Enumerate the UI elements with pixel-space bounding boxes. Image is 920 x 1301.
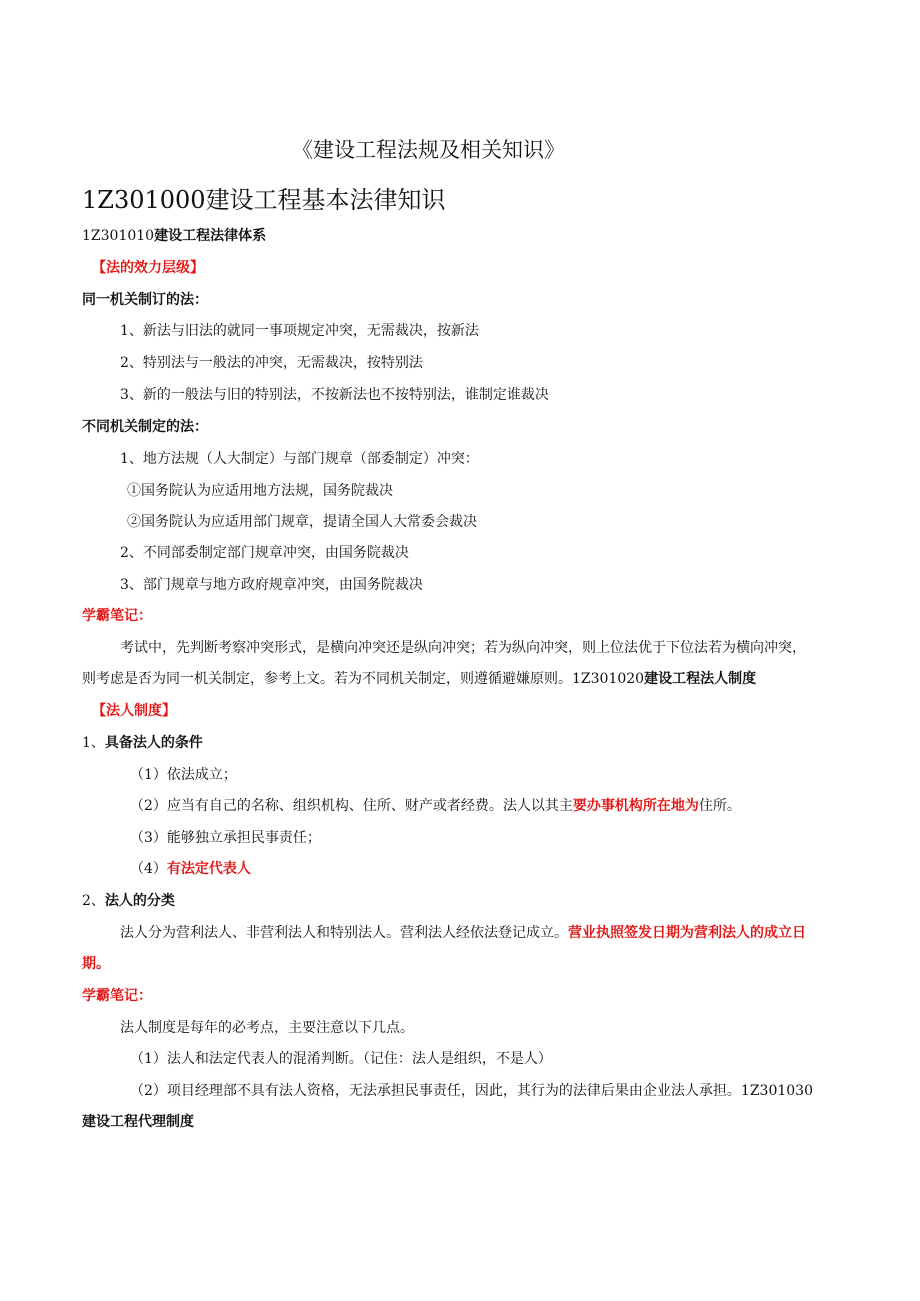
section-title: 建设工程法人制度 <box>644 671 757 687</box>
conditions-heading <box>82 733 203 753</box>
note-paragraph-line <box>82 669 756 689</box>
list-item: ①国务院认为应适用地方法规，国务院裁决 <box>127 483 393 499</box>
note-paragraph-text: 则考虑是否为同一机关制定，参考上文。若为不同机关制定，则遵循避嫌原则。 <box>82 671 572 687</box>
item-text: （2）项目经理部不具有法人资格，无法承担民事责任，因此，其行为的法律后果由企业法人承担。 <box>130 1083 741 1099</box>
note-paragraph-line: 法人制度是每年的必考点，主要注意以下几点。 <box>120 1020 414 1036</box>
chapter-heading: 1Z301000建设工程基本法律知识 <box>82 186 446 214</box>
heading-text: 法人的分类 <box>104 893 175 909</box>
list-item: （1）法人和法定代表人的混淆判断。（记住：法人是组织，不是人） <box>130 1051 552 1067</box>
list-item: （3）能够独立承担民事责任； <box>130 830 321 846</box>
section-heading-1010 <box>82 226 266 246</box>
section-code: 1Z301020 <box>572 671 645 687</box>
heading-text: 具备法人的条件 <box>104 735 203 751</box>
class-heading <box>82 891 175 911</box>
heading-number: 2、 <box>82 893 105 909</box>
highlighted-text: 要办事机构所在地为 <box>572 798 699 814</box>
same-organ-heading: 同一机关制订的法： <box>82 292 208 308</box>
note-label: 学霸笔记： <box>82 988 152 1004</box>
item-text: 住所。 <box>698 798 741 814</box>
list-item <box>130 859 251 879</box>
note-paragraph-line: 考试中，先判断考察冲突形式，是横向冲突还是纵向冲突；若为纵向冲突，则上位法优于下位法若为横向冲突， <box>120 640 806 656</box>
tag-effect-level: 【法的效力层级】 <box>92 260 204 276</box>
section-code: 1Z301010 <box>82 228 155 244</box>
list-item: 2、特别法与一般法的冲突，无需裁决，按特别法 <box>120 355 423 371</box>
list-item: 2、不同部委制定部门规章冲突，由国务院裁决 <box>120 545 409 561</box>
section-title: 建设工程代理制度 <box>82 1114 194 1130</box>
paragraph-text: 法人分为营利法人、非营利法人和特别法人。营利法人经依法登记成立。 <box>120 925 568 941</box>
item-text: （2）应当有自己的名称、组织机构、住所、财产或者经费。法人以其主 <box>130 798 573 814</box>
tag-legal-person: 【法人制度】 <box>92 703 176 719</box>
highlighted-text: 有法定代表人 <box>166 861 251 877</box>
highlighted-text: 期。 <box>82 956 110 972</box>
list-item: 3、新的一般法与旧的特别法，不按新法也不按特别法，谁制定谁裁决 <box>120 387 549 403</box>
section-title: 建设工程法律体系 <box>154 228 267 244</box>
list-item: ②国务院认为应适用部门规章，提请全国人大常委会裁决 <box>127 514 477 530</box>
list-item: 1、新法与旧法的就同一事项规定冲突，无需裁决，按新法 <box>120 323 479 339</box>
section-code: 1Z301030 <box>740 1083 813 1099</box>
item-text: （4） <box>130 861 167 877</box>
document-title: 《建设工程法规及相关知识》 <box>292 138 565 162</box>
list-item: 1、地方法规（人大制定）与部门规章（部委制定）冲突： <box>120 451 479 467</box>
list-item: （1）依法成立； <box>130 767 237 783</box>
note-label: 学霸笔记： <box>82 608 152 624</box>
diff-organ-heading: 不同机关制定的法： <box>82 419 208 435</box>
paragraph-line <box>120 923 806 943</box>
heading-number: 1、 <box>82 735 105 751</box>
list-item <box>130 1081 813 1101</box>
highlighted-text: 营业执照签发日期为营利法人的成立日 <box>568 925 806 941</box>
list-item <box>130 796 741 816</box>
list-item: 3、部门规章与地方政府规章冲突，由国务院裁决 <box>120 577 423 593</box>
